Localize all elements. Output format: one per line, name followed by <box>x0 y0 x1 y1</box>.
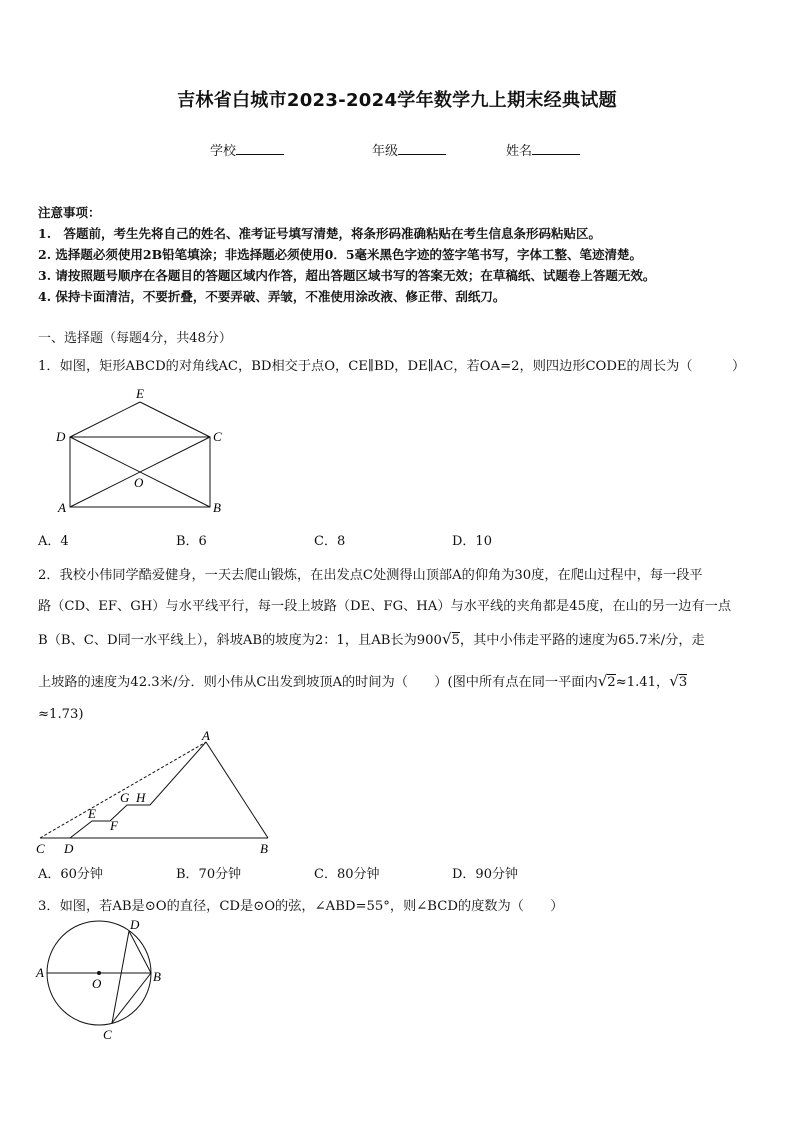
sqrt-5-value: 5 <box>451 633 460 648</box>
segment-ce <box>140 402 210 437</box>
q2-line-1: 2．我校小伟同学酷爱健身，一天去爬山锻炼，在出发点C处测得山顶部A的仰角为30度，在爬山过程中，每一段平 <box>38 568 703 583</box>
q3-label-d: D <box>130 917 140 932</box>
q2-line-4a: 上坡路的速度为42.3米/分．则小伟从C出发到坡顶A的时间为（ ）(图中所有点在同一平面内 <box>38 675 598 690</box>
chord-cd <box>112 931 129 1023</box>
sqrt-symbol: √ <box>441 630 452 648</box>
q1-text: 1．如图，矩形ABCD的对角线AC，BD相交于点O，CE∥BD，DE∥AC，若OA=2，则四边形CODE的周长为（ ） <box>38 359 746 374</box>
q2-line-3a: B（B、C、D同一水平线上），斜坡AB的坡度为2：1，且AB长为900 <box>38 633 442 648</box>
q2-line-5: ≈1.73) <box>38 707 84 722</box>
sqrt-symbol: √ <box>669 672 679 690</box>
center-point <box>97 971 101 975</box>
school-label: 学校 <box>210 144 237 159</box>
q1-label-e: E <box>136 386 144 401</box>
q2-option-b[interactable]: B．70分钟 <box>176 867 242 882</box>
notice-item-3: 3. 请按照题号顺序在各题目的答题区域内作答，超出答题区域书写的答案无效；在草稿纸、试题卷上答题无效。 <box>38 268 656 283</box>
q2-label-g: G <box>120 790 130 805</box>
q1-option-d[interactable]: D．10 <box>452 534 492 549</box>
q2-line-4b: ≈1.41， <box>615 675 670 690</box>
q2-label-h: H <box>136 790 146 805</box>
q2-line-3b: ，其中小伟走平路的速度为65.7米/分，走 <box>459 633 705 648</box>
grade-label: 年级 <box>372 144 399 159</box>
q2-option-d[interactable]: D．90分钟 <box>452 867 518 882</box>
grade-blank[interactable] <box>398 141 446 155</box>
q2-label-d: D <box>64 841 74 856</box>
name-blank[interactable] <box>532 141 580 155</box>
q3-figure <box>32 916 172 1046</box>
page-title: 吉林省白城市2023-2024学年数学九上期末经典试题 <box>177 90 617 111</box>
q2-line-4 <box>38 671 687 690</box>
q1-figure <box>50 385 230 520</box>
q1-label-d: D <box>56 429 66 444</box>
q1-label-o: O <box>134 475 144 490</box>
slope-ab <box>206 742 268 838</box>
q1-label-a: A <box>58 500 66 515</box>
school-blank[interactable] <box>236 141 284 155</box>
q1-option-a[interactable]: A．4 <box>38 534 69 549</box>
q2-figure <box>30 728 280 856</box>
name-label: 姓名 <box>506 144 533 159</box>
q2-option-c[interactable]: C．80分钟 <box>314 867 380 882</box>
notice-item-1: 1. 答题前，考生先将自己的姓名、准考证号填写清楚，将条形码准确粘贴在考生信息条形码粘贴区。 <box>38 226 602 241</box>
q1-option-c[interactable]: C．8 <box>314 534 346 549</box>
notice-heading: 注意事项： <box>38 205 101 220</box>
segment-bd <box>129 931 151 973</box>
q3-text: 3．如图，若AB是⊙O的直径，CD是⊙O的弦，∠ABD=55°，则∠BCD的度数为（ ） <box>38 899 564 914</box>
q2-label-f: F <box>110 818 118 833</box>
notice-item-4: 4. 保持卡面清洁，不要折叠，不要弄破、弄皱，不准使用涂改液、修正带、刮纸刀。 <box>38 289 506 304</box>
q2-label-c: C <box>36 841 45 856</box>
q2-line-2: 路（CD、EF、GH）与水平线平行，每一段上坡路（DE、FG、HA）与水平线的夹角都是45度，在山的另一边有一点 <box>38 599 732 614</box>
q1-option-b[interactable]: B．6 <box>176 534 207 549</box>
school-field[interactable] <box>210 140 284 159</box>
sqrt-symbol: √ <box>597 672 608 690</box>
section-heading: 一、选择题（每题4分，共48分） <box>38 331 232 346</box>
notice-item-2: 2. 选择题必须使用2B铅笔填涂；非选择题必须使用0．5毫米黑色字迹的签字笔书写，字体工整、笔迹清楚。 <box>38 247 643 262</box>
q3-label-c: C <box>103 1027 112 1042</box>
q2-label-b: B <box>260 841 268 856</box>
q1-label-b: B <box>213 500 221 515</box>
q2-option-a[interactable]: A．60分钟 <box>38 867 103 882</box>
sqrt-3-value: 3 <box>678 675 688 690</box>
q2-label-a: A <box>202 728 210 743</box>
q3-label-o: O <box>92 976 102 991</box>
q1-label-c: C <box>213 429 222 444</box>
sqrt-2-value: 2 <box>607 675 616 690</box>
q3-label-a: A <box>36 965 44 980</box>
q2-label-e: E <box>88 806 96 821</box>
grade-field[interactable] <box>372 140 446 159</box>
name-field[interactable] <box>506 140 580 159</box>
segment-de <box>70 402 140 437</box>
q3-label-b: B <box>153 969 161 984</box>
q2-line-3 <box>38 629 705 648</box>
